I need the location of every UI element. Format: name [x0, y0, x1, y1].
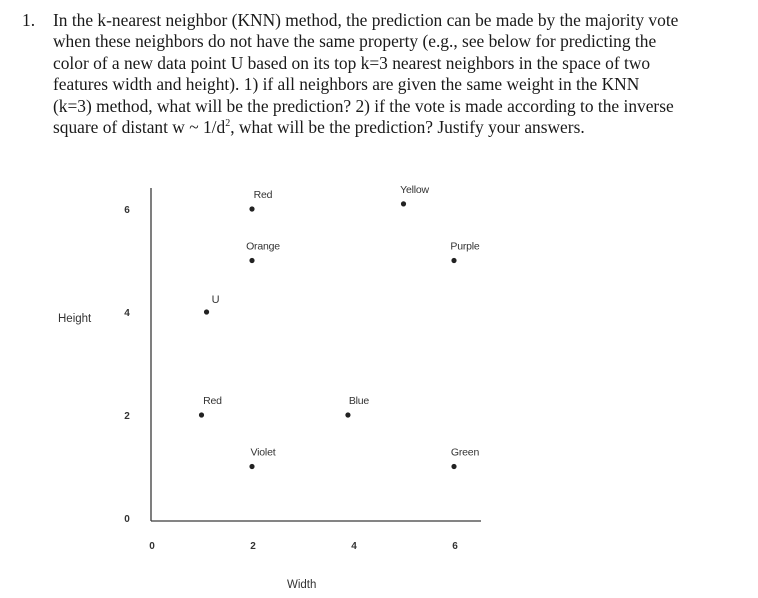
- data-point-orange: [246, 241, 280, 264]
- question-line-6-end: , what will be the prediction? Justify your answers.: [230, 117, 585, 138]
- y-tick-label: 4: [124, 308, 130, 319]
- point-label: Violet: [250, 446, 276, 459]
- y-tick-label: 0: [124, 514, 130, 525]
- point-label: Blue: [348, 395, 370, 407]
- question-line-6-main: square of distant w ~ 1/d: [53, 117, 226, 138]
- question-number: 1.: [22, 10, 36, 30]
- point-marker: [451, 258, 456, 263]
- x-tick-label: 2: [250, 541, 256, 552]
- data-point-purple: [450, 241, 480, 264]
- data-point-green: [451, 447, 480, 470]
- y-axis-label: Height: [58, 313, 92, 325]
- x-tick-label: 0: [149, 541, 155, 552]
- data-point-u: [204, 294, 220, 315]
- point-marker: [401, 201, 406, 206]
- point-marker: [199, 412, 204, 417]
- x-tick-label: 4: [351, 541, 357, 552]
- point-label: Orange: [246, 240, 280, 253]
- question-line-2: when these neighbors do not have the same property (e.g., see below for predicting the: [53, 31, 657, 52]
- point-marker: [249, 258, 254, 263]
- point-label: Green: [450, 446, 480, 459]
- y-tick-label: 6: [124, 205, 130, 216]
- data-point-violet: [249, 447, 275, 470]
- point-marker: [249, 464, 254, 469]
- data-point-red: [249, 189, 272, 212]
- question-line-1: In the k-nearest neighbor (KNN) method, the prediction can be made by the majority vote: [53, 10, 679, 30]
- question-superscript: 2: [225, 118, 231, 130]
- point-marker: [204, 309, 209, 314]
- x-tick-label: 6: [452, 541, 458, 552]
- plot-axes: [151, 188, 481, 521]
- tick-labels: [124, 205, 458, 552]
- question-line-4: features width and height). 1) if all neighbors are given the same weight in the KNN: [53, 74, 640, 95]
- y-tick-label: 2: [124, 411, 130, 422]
- data-point-blue: [345, 395, 369, 418]
- point-label: U: [211, 294, 220, 306]
- question-line-5: (k=3) method, what will be the prediction? 2) if the vote is made according to the inverse: [53, 95, 674, 116]
- point-label: Red: [203, 395, 222, 407]
- point-label: Yellow: [400, 183, 429, 196]
- point-label: Purple: [450, 240, 480, 253]
- data-point-red: [199, 395, 222, 418]
- data-points: [199, 184, 480, 469]
- point-marker: [451, 464, 456, 469]
- question-line-3: color of a new data point U based on its top k=3 nearest neighbors in the space of two: [53, 52, 651, 73]
- x-axis-label: Width: [287, 579, 317, 591]
- data-point-yellow: [400, 184, 429, 207]
- point-marker: [345, 412, 350, 417]
- point-marker: [249, 206, 254, 211]
- point-label: Red: [253, 189, 273, 201]
